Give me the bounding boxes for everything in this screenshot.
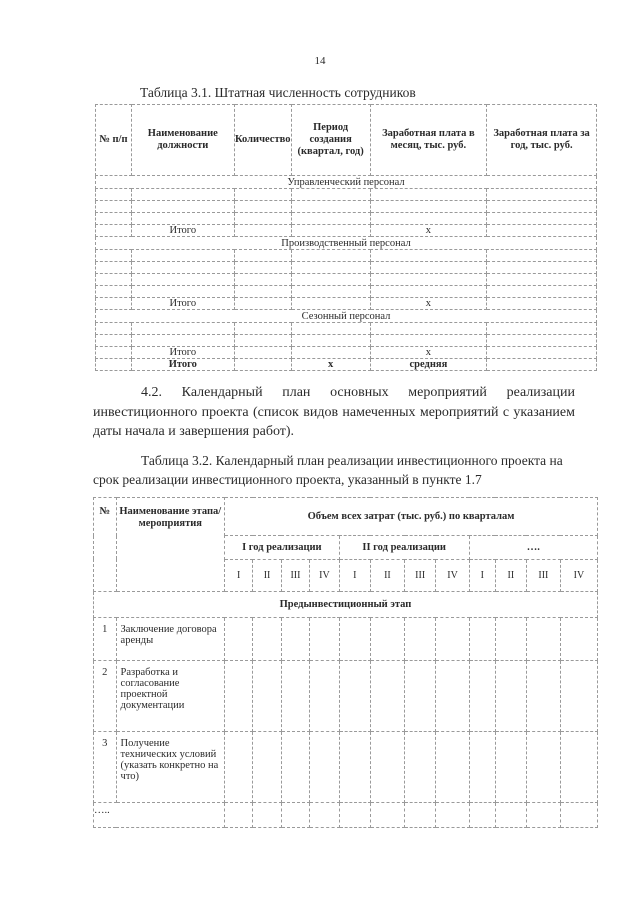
section-title: Производственный персонал <box>96 237 597 250</box>
total-mark: х <box>370 347 487 359</box>
quarter-label: II <box>495 559 526 591</box>
table-row <box>94 661 598 732</box>
section-title: Управленческий персонал <box>96 176 597 189</box>
table-row <box>96 286 597 298</box>
row-num: 3 <box>94 732 117 803</box>
section-title: Сезонный персонал <box>96 310 597 323</box>
header-year-3: …. <box>469 536 597 560</box>
quarter-label: II <box>253 559 281 591</box>
row-name: Получение технических условий (указать конкретно на что) <box>116 732 224 803</box>
header-year-2: II год реализации <box>339 536 469 560</box>
table-row <box>94 618 598 661</box>
row-name: Заключение договора аренды <box>116 618 224 661</box>
total-label: Итого <box>131 347 234 359</box>
header-monthly-salary: Заработная плата в месяц, тыс. руб. <box>370 105 487 176</box>
grand-total-salary: средняя <box>370 359 487 371</box>
row-name: Разработка и согласование проектной документации <box>116 661 224 732</box>
table-row <box>96 335 597 347</box>
row-num: 2 <box>94 661 117 732</box>
total-mark: х <box>370 298 487 310</box>
table2-caption: Таблица 3.2. Календарный план реализации инвестиционного проекта на срок реализации инвестиционного проекта, указанный в пункте 1.7 <box>93 453 563 487</box>
row-num: 1 <box>94 618 117 661</box>
total-label: Итого <box>131 225 234 237</box>
header-position: Наименование должности <box>131 105 234 176</box>
paragraph-4-2: 4.2. Календарный план основных мероприятий реализации инвестиционного проекта (список видов намеченных мероприятий с указанием даты начала и завершения работ). <box>93 385 575 439</box>
table-row <box>96 213 597 225</box>
quarter-label: II <box>370 559 404 591</box>
quarter-label: IV <box>560 559 597 591</box>
total-row <box>96 347 597 359</box>
staff-table-header <box>96 105 597 176</box>
stage-title: Предынвестиционный этап <box>94 592 598 618</box>
staff-table <box>95 104 597 371</box>
header-num: № п/п <box>96 105 132 176</box>
header-stage: Наименование этапа/мероприятия <box>116 498 224 592</box>
quarter-label: IV <box>310 559 339 591</box>
header-cost: Объем всех затрат (тыс. руб.) по кварталам <box>225 498 598 536</box>
quarter-label: I <box>339 559 370 591</box>
table1-caption: Таблица 3.1. Штатная численность сотрудников <box>140 85 416 100</box>
total-mark: х <box>370 225 487 237</box>
quarter-label: III <box>281 559 309 591</box>
calendar-plan-table <box>93 497 598 828</box>
header-quantity: Количество <box>234 105 291 176</box>
quarter-label: I <box>469 559 495 591</box>
table-row <box>96 250 597 262</box>
quarter-label: III <box>526 559 560 591</box>
grand-total-row <box>96 359 597 371</box>
table-row <box>96 274 597 286</box>
total-row <box>96 298 597 310</box>
header-year-1: I год реализации <box>225 536 340 560</box>
total-row <box>96 225 597 237</box>
table-row <box>94 732 598 803</box>
continuation-dots: ….. <box>94 803 225 828</box>
quarter-label: III <box>405 559 436 591</box>
quarter-label: I <box>225 559 253 591</box>
header-period: Период создания (квартал, год) <box>291 105 370 176</box>
grand-total-quantity: х <box>291 359 370 371</box>
header-num: № <box>94 498 117 592</box>
table-row <box>96 189 597 201</box>
quarter-label: IV <box>436 559 469 591</box>
total-label: Итого <box>131 298 234 310</box>
page-number: 14 <box>314 55 326 67</box>
header-annual-salary: Заработная плата за год, тыс. руб. <box>487 105 597 176</box>
table-row <box>96 201 597 213</box>
table-row <box>94 803 598 828</box>
table-row <box>96 262 597 274</box>
grand-total-label: Итого <box>131 359 234 371</box>
table-row <box>96 323 597 335</box>
